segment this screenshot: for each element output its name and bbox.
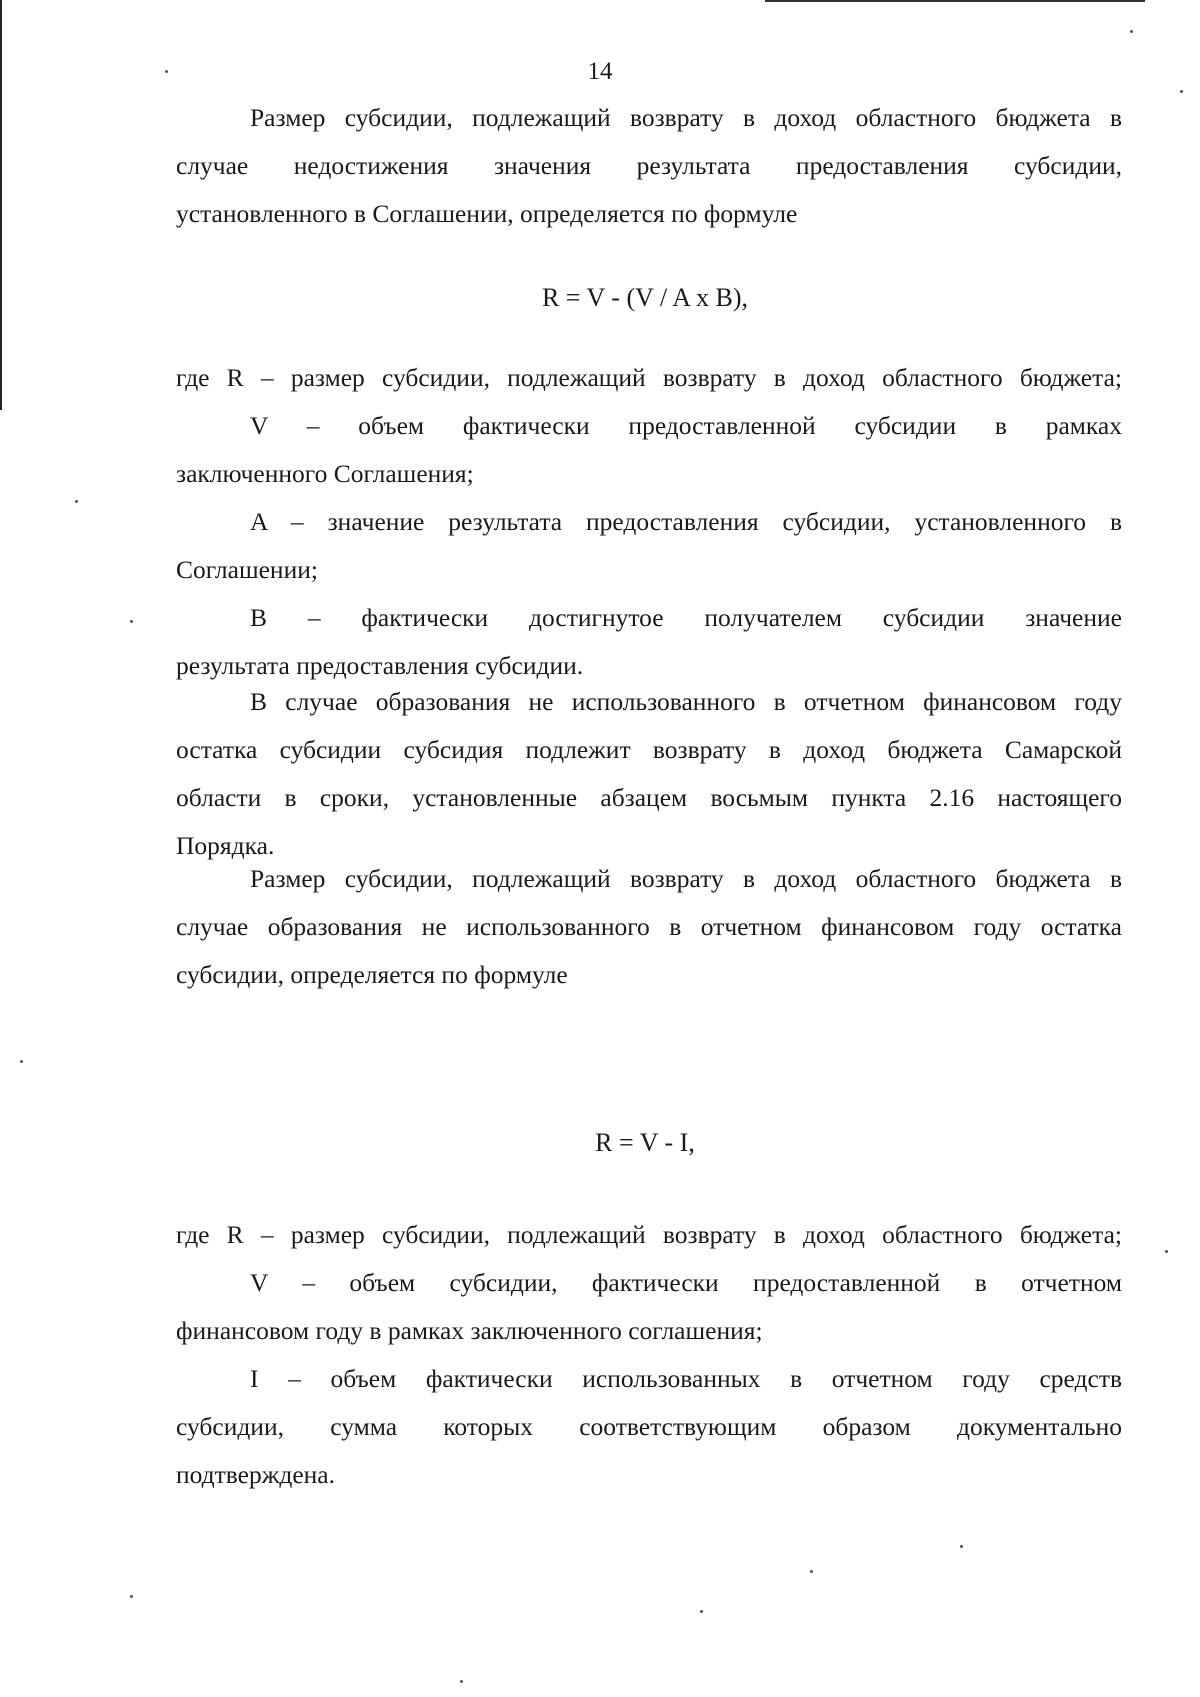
text-line: Размер субсидии, подлежащий возврату в доход областного бюджета в (250, 864, 1122, 893)
text-line: В случае образования не использованного в отчетном финансовом году (250, 687, 1122, 716)
formula-2: R = V - I, (595, 1128, 695, 1157)
text-line: остатка субсидии субсидия подлежит возврату в доход бюджета Самарской (176, 735, 1122, 764)
scan-speck (75, 500, 78, 503)
definition-v-line: V – объем субсидии, фактически предоставленной в отчетном (250, 1268, 1122, 1297)
definition-i-line: субсидии, сумма которых соответствующим образом документально (176, 1412, 1122, 1441)
definition-v-line: финансовом году в рамках заключенного соглашения; (176, 1316, 763, 1345)
definitions-formula-2 (176, 1211, 1122, 1499)
definition-a-line: A – значение результата предоставления субсидии, установленного в (250, 507, 1122, 536)
text-line: случае образования не использованного в отчетном финансовом году остатка (176, 912, 1122, 941)
definition-b-line: результата предоставления субсидии. (176, 651, 584, 680)
scan-speck (130, 1595, 133, 1598)
text-line: случае недостижения значения результата предоставления субсидии, (176, 151, 1122, 180)
definitions-formula-1 (176, 354, 1122, 690)
scan-speck (1130, 30, 1133, 33)
paragraph-subsidy-return-balance (176, 855, 1122, 999)
text-line: установленного в Соглашении, определяется по формуле (176, 199, 798, 228)
scan-speck (1165, 1250, 1168, 1253)
scan-speck (20, 1060, 23, 1063)
paragraph-unused-balance (176, 678, 1122, 870)
text-line: Порядка. (176, 831, 275, 860)
text-line: области в сроки, установленные абзацем восьмым пункта 2.16 настоящего (176, 783, 1122, 812)
definition-i-line: I – объем фактически использованных в отчетном году средств (250, 1364, 1122, 1393)
definition-r: где R – размер субсидии, подлежащий возврату в доход областного бюджета; (176, 1220, 1122, 1249)
formula-1: R = V - (V / A x B), (541, 283, 749, 312)
scan-speck (165, 70, 168, 73)
scan-speck (810, 1570, 813, 1573)
scan-speck (130, 620, 133, 623)
page-number: 14 (587, 58, 613, 85)
text-line: субсидии, определяется по формуле (176, 960, 568, 989)
definition-r: где R – размер субсидии, подлежащий возврату в доход областного бюджета; (176, 363, 1122, 392)
definition-i-line: подтверждена. (176, 1460, 335, 1489)
text-line: Размер субсидии, подлежащий возврату в доход областного бюджета в (250, 103, 1122, 132)
scan-edge-top (765, 0, 1145, 2)
scan-speck (1180, 90, 1183, 93)
definition-v-line: V – объем фактически предоставленной субсидии в рамках (250, 411, 1122, 440)
definition-b-line: B – фактически достигнутое получателем субсидии значение (250, 603, 1122, 632)
scan-speck (960, 1545, 963, 1548)
scan-speck (460, 1680, 463, 1683)
definition-a-line: Соглашении; (176, 555, 318, 584)
scan-speck (700, 1610, 703, 1613)
definition-v-line: заключенного Соглашения; (176, 459, 474, 488)
paragraph-subsidy-return-shortfall (176, 94, 1122, 238)
